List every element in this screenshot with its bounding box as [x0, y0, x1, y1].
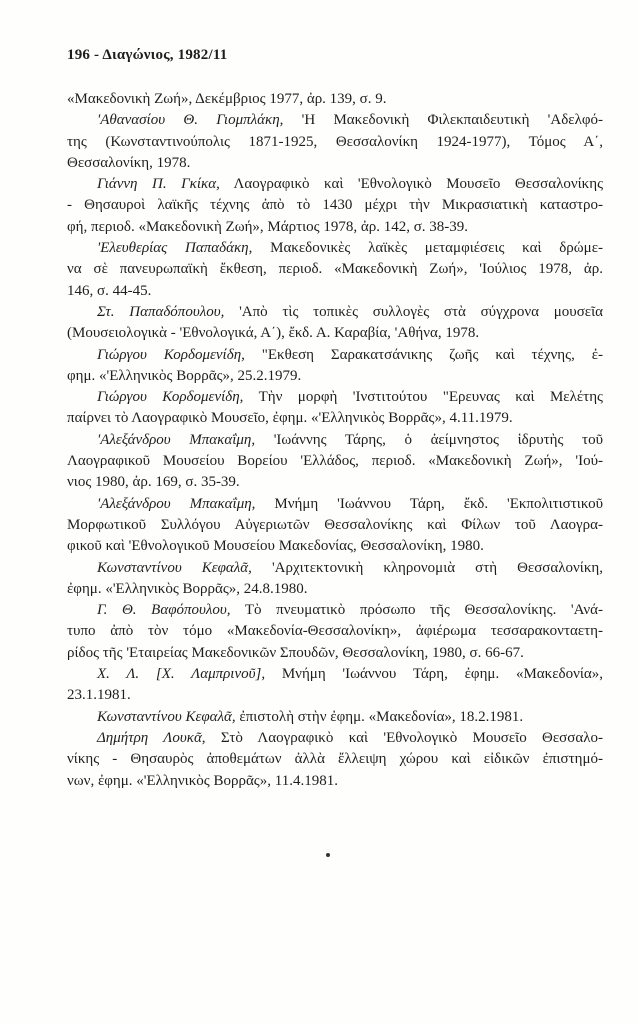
bibliography-line: [67, 685, 603, 706]
citation-text: Μορφωτικοῦ Συλλόγου Αὐγεριωτῶν Θεσσαλονίκης καὶ Φίλων τοῦ Λαογρα-: [67, 516, 603, 533]
bibliography-line: [67, 494, 603, 515]
bibliography-line: [67, 238, 603, 259]
citation-text: Μνήμη 'Ιωάννου Τάρη, ἐφημ. «Μακεδονία»,: [265, 666, 603, 683]
citation-text: ἐφημ. «'Ελληνικὸς Βορρᾶς», 24.8.1980.: [67, 580, 308, 597]
author-name: Χ. Λ. [Χ. Λαμπρινοῦ],: [97, 666, 266, 683]
bibliography-line: [67, 259, 603, 280]
citation-text: (Μουσειολογικὰ - 'Εθνολογικά, Α΄), ἔκδ. Α. Καραβία, 'Αθήνα, 1978.: [67, 325, 480, 342]
citation-text: τυπο ἀπὸ τὸν τόμο «Μακεδονία-Θεσσαλονίκη», ἀφιέρωμα τεσσαρακονταετη-: [67, 623, 603, 640]
bibliography-list: [67, 89, 603, 792]
author-name: Γιώργου Κορδομενίδη,: [97, 389, 244, 406]
author-name: Γιάννη Π. Γκίκα,: [97, 176, 220, 193]
citation-text: νιος 1980, ἀρ. 169, σ. 35-39.: [67, 474, 240, 491]
author-name: Κωνσταντίνου Κεφαλᾶ,: [97, 559, 252, 576]
bibliography-line: [67, 621, 603, 642]
citation-text: παίρνει τὸ Λαογραφικὸ Μουσεῖο, ἐφημ. «'Ελληνικὸς Βορρᾶς», 4.11.1979.: [67, 410, 513, 427]
bibliography-line: [67, 281, 603, 302]
bibliography-line: [67, 302, 603, 323]
decorative-dot: [326, 853, 330, 857]
author-name: Δημήτρη Λουκᾶ,: [97, 729, 206, 746]
author-name: 'Αθανασίου Θ. Γιομπλάκη,: [97, 112, 284, 129]
citation-text: Θεσσαλονίκη, 1978.: [67, 154, 191, 171]
bibliography-line: [67, 89, 603, 110]
citation-text: νίκης - Θησαυρὸς ἀποθεμάτων ἀλλὰ ἔλλειψη χώρου καὶ εἰδικῶν ἐπιστημό-: [67, 751, 603, 768]
citation-text: 'Απὸ τὶς τοπικὲς συλλογὲς στὰ σύγχρονα μουσεῖα: [224, 303, 603, 320]
bibliography-line: [67, 132, 603, 153]
bibliography-line: [67, 728, 603, 749]
author-name: Στ. Παπαδόπουλου,: [97, 303, 225, 320]
citation-text: - Θησαυροὶ λαϊκῆς τέχνης ἀπὸ τὸ 1430 μέχρι τὴν Μικρασιατικὴ καταστρο-: [67, 197, 603, 214]
citation-text: να σὲ πανευρωπαϊκὴ ἔκθεση, περιοδ. «Μακεδονικὴ Ζωή», 'Ιούλιος 1978, ἀρ.: [67, 261, 603, 278]
bibliography-line: [67, 217, 603, 238]
citation-text: νων, ἐφημ. «'Ελληνικὸς Βορρᾶς», 11.4.1981.: [67, 772, 338, 789]
citation-text: Τὸ πνευματικὸ πρόσωπο τῆς Θεσσαλονίκης. 'Ανά-: [230, 602, 603, 619]
bibliography-line: [67, 664, 603, 685]
bibliography-line: [67, 515, 603, 536]
bibliography-line: [67, 579, 603, 600]
citation-text: Τὴν μορφὴ 'Ινστιτούτου "Ερευνας καὶ Μελέτης: [243, 389, 603, 406]
citation-text: 'Ιωάννης Τάρης, ὁ ἀείμνηστος ἱδρυτὴς τοῦ: [255, 431, 603, 448]
citation-text: Στὸ Λαογραφικὸ καὶ 'Εθνολογικὸ Μουσεῖο Θεσσαλο-: [205, 729, 603, 746]
author-name: 'Αλεξάνδρου Μπακαΐμη,: [97, 431, 256, 448]
bibliography-line: [67, 345, 603, 366]
bibliography-line: [67, 749, 603, 770]
citation-text: "Εκθεση Σαρακατσάνικης ζωῆς καὶ τέχνης, ἐ-: [244, 346, 603, 363]
author-name: Γ. Θ. Βαφόπουλου,: [97, 602, 231, 619]
citation-text: Μακεδονικὲς λαϊκὲς μεταμφιέσεις καὶ δρώμε-: [252, 240, 603, 257]
bibliography-line: [67, 558, 603, 579]
bibliography-line: [67, 600, 603, 621]
citation-text: 23.1.1981.: [67, 687, 131, 704]
citation-text: «Μακεδονικὴ Ζωή», Δεκέμβριος 1977, ἀρ. 139, σ. 9.: [67, 91, 387, 107]
citation-text: φή, περιοδ. «Μακεδονικὴ Ζωή», Μάρτιος 1978, ἀρ. 142, σ. 38-39.: [67, 218, 469, 235]
citation-text: ἐπιστολὴ στὴν ἐφημ. «Μακεδονία», 18.2.1981.: [235, 708, 524, 725]
author-name: Γιώργου Κορδομενίδη,: [97, 346, 245, 363]
citation-text: φημ. «'Ελληνικὸς Βορρᾶς», 25.2.1979.: [67, 367, 302, 384]
bibliography-line: [67, 174, 603, 195]
citation-text: 'Αρχιτεκτονικὴ κληρονομιὰ στὴ Θεσσαλονίκη,: [251, 559, 603, 576]
bibliography-line: [67, 387, 603, 408]
bibliography-line: [67, 771, 603, 792]
running-head: 196 - Διαγώνιος, 1982/11: [67, 47, 228, 63]
bibliography-line: [67, 707, 603, 728]
citation-text: της (Κωνσταντινούπολις 1871-1925, Θεσσαλονίκη 1924-1977), Τόμος Α΄,: [67, 133, 603, 150]
bibliography-line: [67, 430, 603, 451]
citation-text: φικοῦ καὶ 'Εθνολογικοῦ Μουσείου Μακεδονίας, Θεσσαλονίκη, 1980.: [67, 538, 484, 555]
bibliography-line: [67, 153, 603, 174]
citation-text: 'Η Μακεδονικὴ Φιλεκπαιδευτικὴ 'Αδελφό-: [283, 112, 603, 129]
bibliography-line: [67, 323, 603, 344]
citation-text: 146, σ. 44-45.: [67, 282, 152, 299]
citation-text: ρίδος τῆς 'Εταιρείας Μακεδονικῶν Σπουδῶν, Θεσσαλονίκη, 1980, σ. 66-67.: [67, 644, 524, 661]
citation-text: Λαογραφικοῦ Μουσείου Βορείου 'Ελλάδος, περιοδ. «Μακεδονικὴ Ζωή», 'Ιού-: [67, 453, 603, 470]
bibliography-line: [67, 408, 603, 429]
bibliography-line: [67, 195, 603, 216]
citation-text: Μνήμη 'Ιωάννου Τάρη, ἔκδ. 'Εκπολιτιστικοῦ: [255, 495, 603, 512]
citation-text: Λαογραφικὸ καὶ 'Εθνολογικὸ Μουσεῖο Θεσσαλονίκης: [219, 176, 603, 193]
bibliography-line: [67, 536, 603, 557]
bibliography-line: [67, 472, 603, 493]
author-name: 'Ελευθερίας Παπαδάκη,: [97, 240, 253, 257]
author-name: Κωνσταντίνου Κεφαλᾶ,: [97, 708, 236, 725]
bibliography-line: [67, 451, 603, 472]
bibliography-line: [67, 110, 603, 131]
bibliography-line: [67, 366, 603, 387]
bibliography-line: [67, 643, 603, 664]
author-name: 'Αλεξάνδρου Μπακαΐμη,: [97, 495, 256, 512]
